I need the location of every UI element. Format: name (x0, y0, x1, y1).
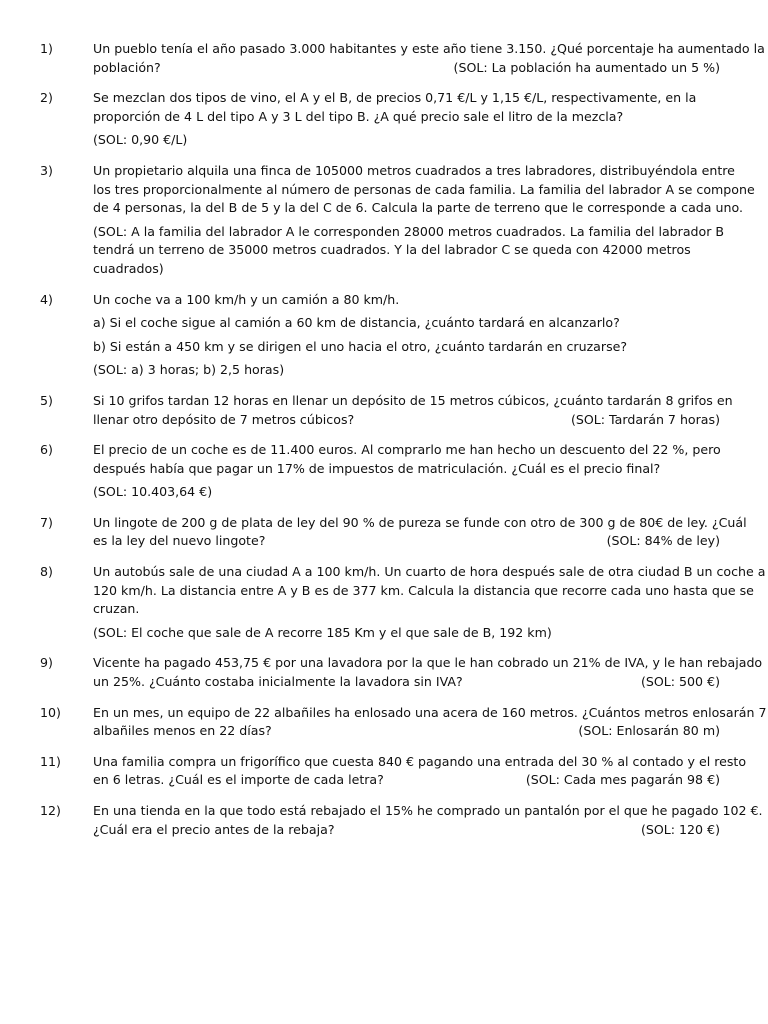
solution-block (93, 624, 720, 643)
statement-text: En un mes, un equipo de 22 albañiles ha enlosado una acera de 160 metros. ¿Cuántos metros enlosarán 7 (93, 704, 767, 720)
statement-line (93, 392, 733, 411)
problem-statement (93, 89, 720, 126)
problem-number: 11) (40, 753, 61, 769)
statement-text: 120 km/h. La distancia entre A y B es de 377 km. Calcula la distancia que recorre cada uno hasta que se (93, 582, 754, 598)
statement-text: Un autobús sale de una ciudad A a 100 km/h. Un cuarto de hora después sale de otra ciudad B un coche a (93, 564, 766, 580)
statement-line (93, 411, 720, 430)
problem-number: 8) (40, 564, 53, 580)
statement-line (93, 753, 747, 772)
statement-text: es la ley del nuevo lingote? (93, 533, 266, 549)
statement-line (93, 704, 767, 723)
statement-line (93, 514, 747, 533)
statement-text: en 6 letras. ¿Cuál es el importe de cada letra? (93, 772, 384, 788)
problem-number: 4) (40, 291, 53, 307)
statement-line (93, 441, 720, 460)
statement-text: albañiles menos en 22 días? (93, 723, 272, 739)
problem-statement (93, 514, 747, 551)
statement-text: Se mezclan dos tipos de vino, el A y el B, de precios 0,71 €/L y 1,15 €/L, respectivamente, en la (93, 90, 697, 106)
solution-text: (SOL: 120 €) (640, 821, 720, 837)
problem-statement (93, 40, 765, 77)
statement-text: Un lingote de 200 g de plata de ley del 90 % de pureza se funde con otro de 300 g de 80€ de ley. ¿Cuál (93, 514, 747, 530)
problem-number: 10) (40, 704, 61, 720)
statement-text: El precio de un coche es de 11.400 euros. Al comprarlo me han hecho un descuento del 22 %, pero (93, 442, 721, 458)
statement-line (93, 582, 754, 601)
problem-statement (93, 704, 767, 741)
problem-statement (93, 441, 720, 478)
statement-line (93, 162, 735, 181)
statement-text: después había que pagar un 17% de impuestos de matriculación. ¿Cuál es el precio final? (93, 460, 661, 476)
problem-number: 3) (40, 162, 53, 178)
statement-line (93, 722, 720, 741)
solution-block (93, 361, 720, 380)
statement-text: población? (93, 59, 161, 75)
statement-line (93, 181, 755, 200)
solution-line: (SOL: 10.403,64 €) (93, 484, 213, 500)
solution-text: (SOL: Enlosarán 80 m) (578, 723, 720, 739)
problem-number: 7) (40, 514, 53, 530)
statement-text: Un coche va a 100 km/h y un camión a 80 km/h. (93, 291, 400, 307)
statement-line (93, 199, 743, 218)
statement-line (93, 802, 763, 821)
solution-block (93, 483, 720, 502)
problem-item (0, 89, 768, 150)
problem-item (0, 441, 768, 502)
statement-line (93, 40, 765, 59)
problem-item (0, 563, 768, 642)
solution-line: tendrá un terreno de 35000 metros cuadrados. Y la del labrador C se queda con 42000 metros (93, 242, 691, 258)
statement-line (93, 771, 720, 790)
statement-line (93, 59, 720, 78)
problem-statement (93, 392, 733, 429)
problem-number: 6) (40, 442, 53, 458)
statement-line (93, 532, 720, 551)
solution-block (93, 223, 725, 279)
solution-line: cuadrados) (93, 260, 164, 276)
statement-text: Un pueblo tenía el año pasado 3.000 habitantes y este año tiene 3.150. ¿Qué porcentaje ha aumentado la (93, 41, 765, 56)
problem-statement (93, 291, 720, 310)
problem-number: 12) (40, 803, 61, 818)
statement-text: Vicente ha pagado 453,75 € por una lavadora por la que le han cobrado un 21% de IVA, y le han rebajado (93, 655, 763, 671)
problem-item (0, 654, 768, 691)
statement-text: ¿Cuál era el precio antes de la rebaja? (93, 821, 335, 837)
statement-text: Si 10 grifos tardan 12 horas en llenar un depósito de 15 metros cúbicos, ¿cuánto tardarán 8 grifos en (93, 392, 733, 408)
solution-text: (SOL: Tardarán 7 horas) (570, 411, 720, 427)
statement-line (93, 89, 720, 108)
solution-text: (SOL: 84% de ley) (606, 533, 720, 549)
problem-item (0, 753, 768, 790)
statement-line (93, 563, 766, 582)
problem-number: 9) (40, 655, 53, 671)
problem-statement (93, 753, 747, 790)
problem-statement (93, 802, 763, 839)
solution-line: (SOL: A la familia del labrador A le corresponden 28000 metros cuadrados. La familia del labrador B (93, 223, 725, 239)
statement-line (93, 460, 720, 479)
problem-statement (93, 654, 763, 691)
problem-item (0, 162, 768, 279)
solution-text: (SOL: 500 €) (640, 674, 720, 690)
solution-text: (SOL: La población ha aumentado un 5 %) (453, 59, 720, 75)
solution-line: (SOL: El coche que sale de A recorre 185 Km y el que sale de B, 192 km) (93, 624, 552, 640)
statement-text: proporción de 4 L del tipo A y 3 L del tipo B. ¿A qué precio sale el litro de la mezcla? (93, 108, 624, 124)
problem-number: 2) (40, 90, 53, 106)
statement-text: llenar otro depósito de 7 metros cúbicos? (93, 411, 355, 427)
statement-line (93, 654, 763, 673)
problem-statement (93, 162, 755, 218)
problem-item (0, 802, 768, 839)
solution-line: (SOL: a) 3 horas; b) 2,5 horas) (93, 362, 285, 378)
problem-item (0, 392, 768, 429)
problem-item (0, 291, 768, 380)
statement-text: de 4 personas, la del B de 5 y la del C de 6. Calcula la parte de terreno que le corresponde a cada uno. (93, 200, 743, 216)
problem-item (0, 514, 768, 551)
statement-text: cruzan. (93, 601, 140, 617)
solution-block (93, 131, 720, 150)
statement-line (93, 600, 720, 619)
problem-number: 1) (40, 41, 53, 56)
statement-line (93, 291, 720, 310)
problem-item (0, 704, 768, 741)
worksheet (0, 40, 768, 851)
problem-number: 5) (40, 392, 53, 408)
statement-line (93, 673, 720, 692)
problem-statement (93, 563, 766, 619)
solution-line: (SOL: 0,90 €/L) (93, 132, 188, 148)
statement-line (93, 821, 720, 840)
statement-text: En una tienda en la que todo está rebajado el 15% he comprado un pantalón por el que he pagado 102 €. (93, 803, 763, 818)
statement-text: Una familia compra un frigorífico que cuesta 840 € pagando una entrada del 30 % al contado y el resto (93, 753, 747, 769)
statement-text: Un propietario alquila una finca de 105000 metros cuadrados a tres labradores, distribuyéndola entre (93, 162, 735, 178)
statement-text: los tres proporcionalmente al número de personas de cada familia. La familia del labrador A se compone (93, 181, 755, 197)
statement-text: un 25%. ¿Cuánto costaba inicialmente la lavadora sin IVA? (93, 674, 463, 690)
sub-question: b) Si están a 450 km y se dirigen el uno hacia el otro, ¿cuánto tardarán en cruzarse? (93, 338, 628, 354)
sub-question: a) Si el coche sigue al camión a 60 km de distancia, ¿cuánto tardará en alcanzarlo? (93, 315, 620, 331)
problem-item (0, 40, 768, 77)
solution-text: (SOL: Cada mes pagarán 98 €) (525, 772, 720, 788)
statement-line (93, 108, 720, 127)
